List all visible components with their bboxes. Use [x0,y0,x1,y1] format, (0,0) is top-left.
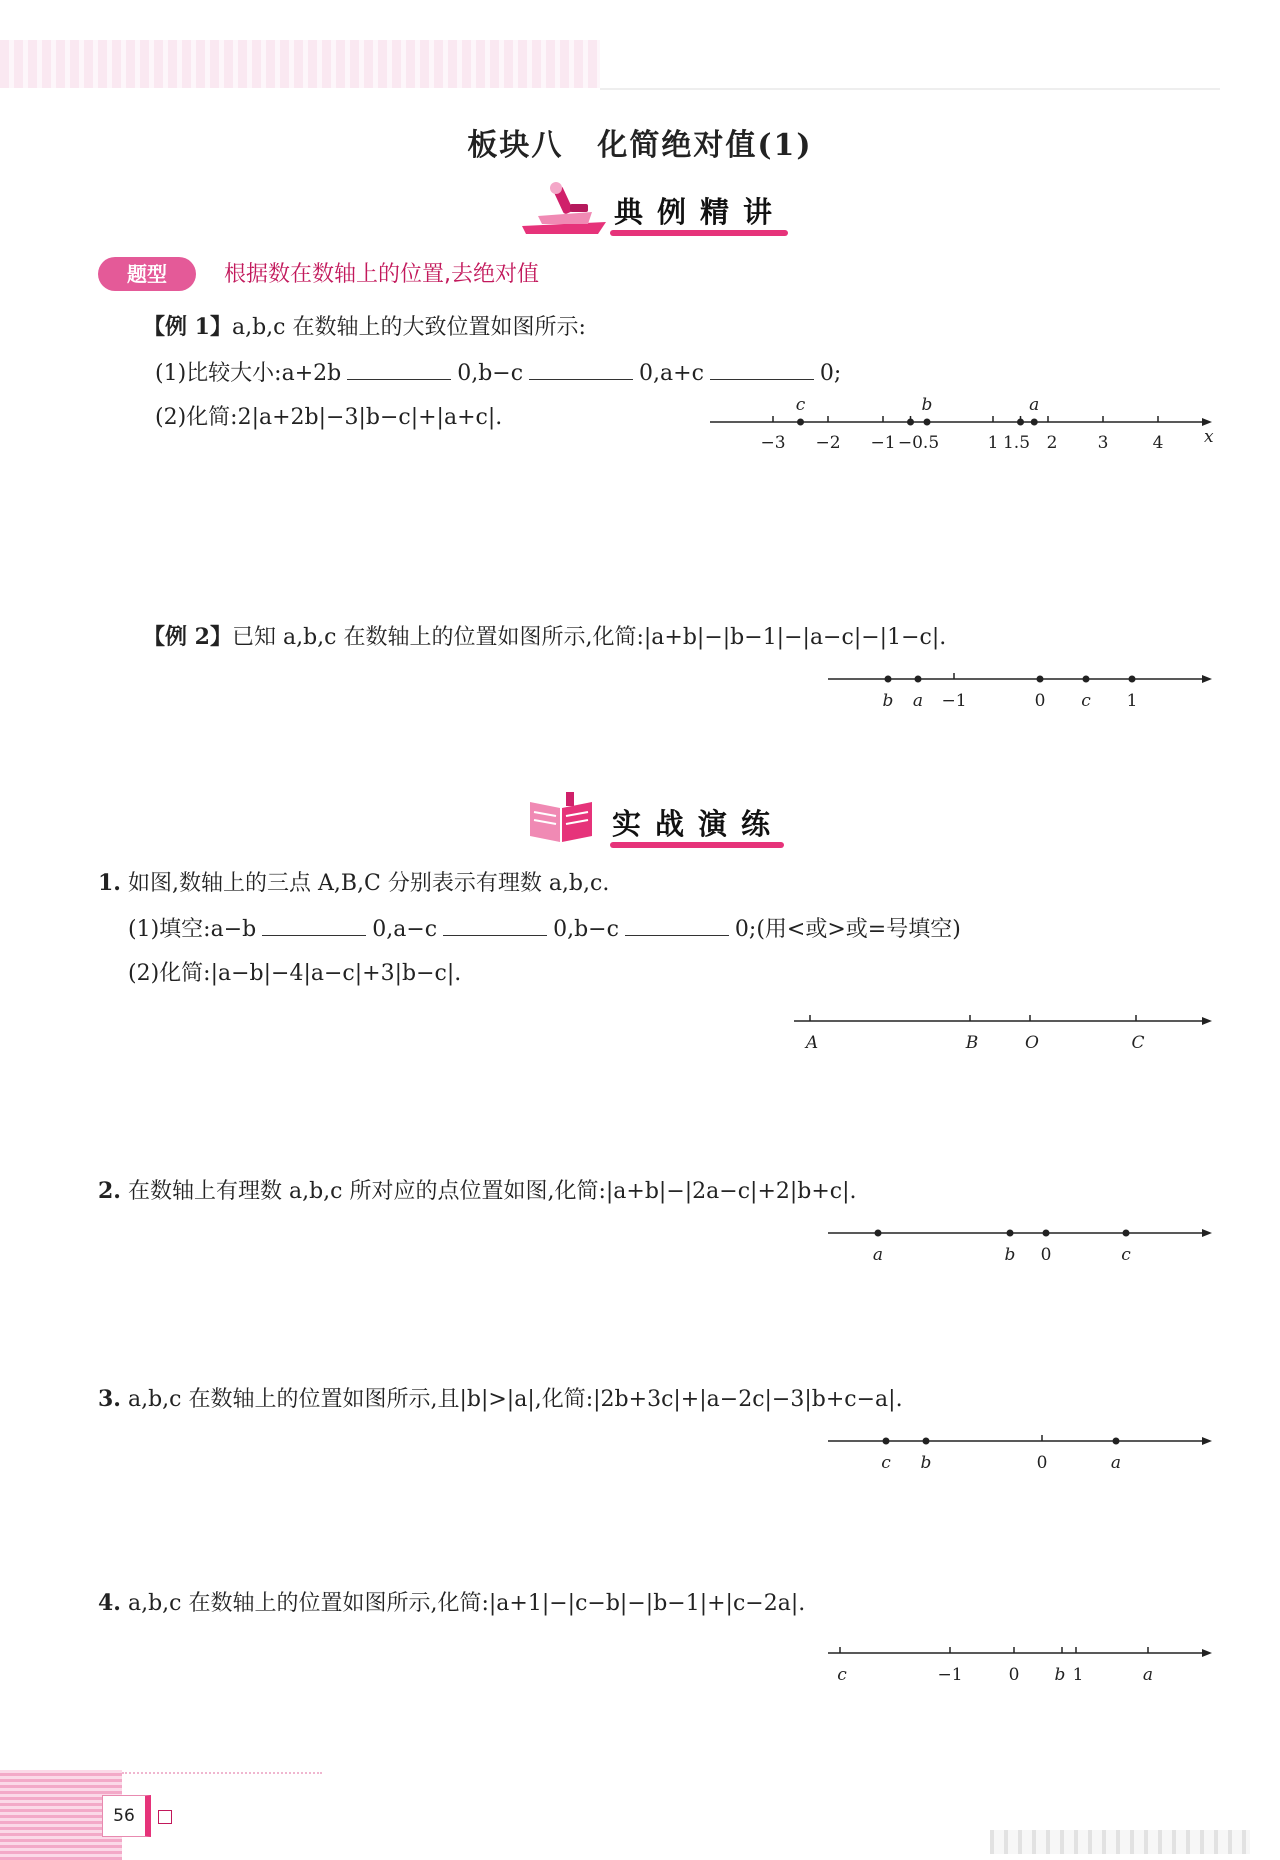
problem2-statement: 在数轴上有理数 a,b,c 所对应的点位置如图,化简:|a+b|−|2a−c|+2|b+c|. [127,1179,857,1204]
origin-label: 0 [1036,1453,1048,1473]
origin-label: O [1025,1033,1039,1053]
point-label: b [882,691,894,711]
banner-examples-underline [610,230,788,236]
point-label: a [1110,1453,1122,1473]
example1-part1-mid2: 0,a+c [639,361,704,386]
example1-part1-prefix: (1)比较大小:a+2b [155,361,342,386]
tick-label: −1 [941,691,967,711]
problem1-text [98,866,609,897]
example1-part2: (2)化简:2|a+2b|−3|b−c|+|a+c|. [155,405,503,430]
problem1-part1-end: 0;(用<或>或=号填空) [734,917,961,942]
problem3-number: 3. [98,1386,121,1412]
example2-label: 【例 2】 [143,624,232,650]
problem1-part1-mid2: 0,b−c [553,917,619,942]
point-label: c [837,1665,847,1685]
problem1-number: 1. [98,870,121,896]
problem1-part1 [128,912,961,943]
tick-label: 1 [987,433,999,453]
tick-label: 4 [1152,433,1164,453]
page-title [0,120,1280,164]
example1-part1-mid1: 0,b−c [457,361,524,386]
point-label: A [805,1033,819,1053]
example1-part1-end: 0; [819,361,842,386]
question-type-badge: 题型 [98,257,196,291]
tick-label: 2 [1046,433,1058,453]
point-dot [1083,676,1090,683]
header-decoration [0,40,600,88]
example2-number-line [826,668,1216,718]
problem4-number: 4. [98,1590,121,1616]
example1-label: 【例 1】 [143,314,232,340]
problem2-number-line [826,1222,1216,1272]
page-title-topic: 化简绝对值(1) [597,128,813,163]
tick-label: −3 [760,433,786,453]
point-label: b [1054,1665,1066,1685]
problem4-statement: a,b,c 在数轴上的位置如图所示,化简:|a+1|−|c−b|−|b−1|+|c−2a|. [127,1591,806,1616]
problem1-part2: (2)化简:|a−b|−4|a−c|+3|b−c|. [128,961,462,986]
example1-part1 [155,356,841,387]
answer-blank[interactable] [529,361,633,380]
problem2-number: 2. [98,1178,121,1204]
footer-scan-noise [990,1830,1250,1854]
tick-label: 1.5 [1002,433,1031,453]
example1-intro [143,310,586,341]
answer-blank[interactable] [443,917,547,936]
banner-practice-label: 实战演练 [612,807,785,841]
problem1-number-line [792,1010,1216,1060]
tick-label: 1 [1126,691,1138,711]
problem3-text [98,1382,903,1413]
example2-text [143,620,946,651]
point-label: c [795,395,806,415]
point-label: b [921,395,933,415]
point-label: a [1029,395,1040,415]
point-dot [915,676,922,683]
point-label: b [920,1453,932,1473]
example1-number-line [706,392,1216,462]
tick-label: −1 [937,1665,963,1685]
page-number: 56 [102,1795,151,1837]
origin-label: 0 [1008,1665,1020,1685]
point-label: C [1131,1033,1145,1053]
header-rule [600,88,1220,90]
microscope-icon [518,178,610,236]
tick-label: −0.5 [897,433,940,453]
banner-examples [518,178,798,244]
point-label: B [965,1033,979,1053]
page-title-section: 板块八 [467,128,564,163]
answer-blank[interactable] [710,361,814,380]
point-label: b [1004,1245,1016,1265]
point-label: c [1081,691,1091,711]
example1-intro-text: a,b,c 在数轴上的大致位置如图所示: [231,315,586,340]
question-type-title: 根据数在数轴上的位置,去绝对值 [224,262,539,287]
problem4-number-line [826,1642,1216,1692]
point-dot [1031,419,1038,426]
footer-square-icon [158,1810,172,1824]
point-dot [1017,419,1024,426]
point-dot [924,419,931,426]
problem4-text [98,1586,805,1617]
point-dot [1129,676,1136,683]
point-dot [907,419,914,426]
banner-practice-underline [610,842,784,848]
tick-label: −1 [870,433,896,453]
banner-practice [526,790,806,856]
book-icon [526,790,596,846]
axis-arrow [1202,418,1212,426]
problem2-text [98,1174,857,1205]
point-label: c [881,1453,891,1473]
point-dot [1037,676,1044,683]
tick-label: 0 [1034,691,1046,711]
tick-label: 1 [1072,1665,1084,1685]
example2-statement: 已知 a,b,c 在数轴上的位置如图所示,化简:|a+b|−|b−1|−|a−c|−|1−c|. [231,625,947,650]
point-dot [885,676,892,683]
answer-blank[interactable] [625,917,729,936]
point-label: a [1142,1665,1154,1685]
problem1-part1-prefix: (1)填空:a−b [128,917,257,942]
point-dot [797,419,804,426]
point-label: c [1121,1245,1131,1265]
footer-dotted-rule [122,1772,322,1774]
tick-label: −2 [815,433,841,453]
answer-blank[interactable] [347,361,451,380]
tick-label: 3 [1097,433,1109,453]
problem3-number-line [826,1430,1216,1480]
origin-label: 0 [1040,1245,1052,1265]
axis-x-label: x [1204,427,1214,447]
problem1-statement: 如图,数轴上的三点 A,B,C 分别表示有理数 a,b,c. [127,871,610,896]
banner-examples-label: 典例精讲 [614,195,787,229]
point-label: a [872,1245,884,1265]
point-label: a [912,691,924,711]
problem1-part1-mid1: 0,a−c [372,917,438,942]
problem3-statement: a,b,c 在数轴上的位置如图所示,且|b|>|a|,化简:|2b+3c|+|a−2c|−3|b+c−a|. [127,1387,903,1412]
answer-blank[interactable] [262,917,366,936]
